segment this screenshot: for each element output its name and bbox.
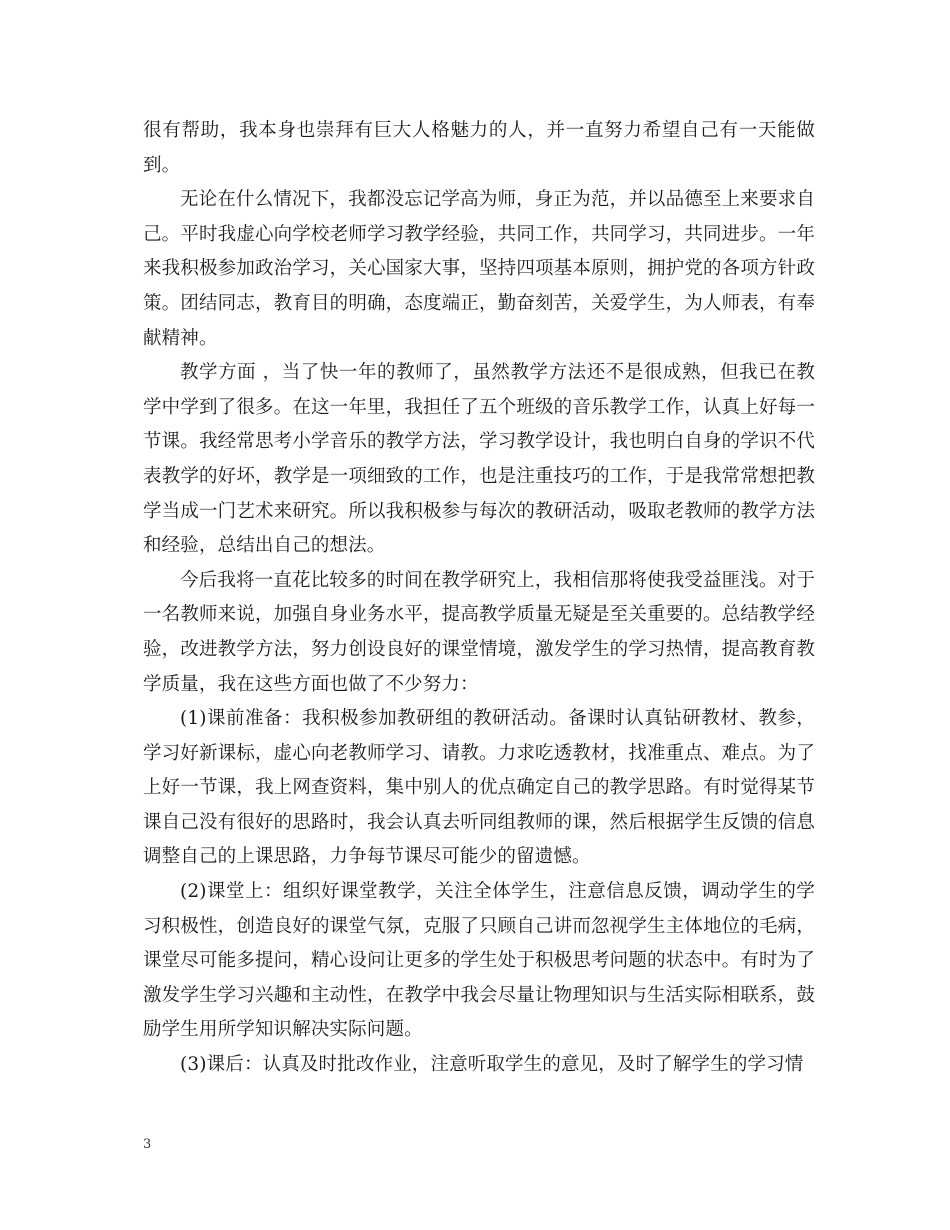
body-text xyxy=(143,114,815,1083)
paragraph-after-class: (3)课后：认真及时批改作业，注意听取学生的意见，及时了解学生的学习情 xyxy=(180,1054,804,1076)
paragraph-moral-conduct: 无论在什么情况下，我都没忘记学高为师，身正为范，并以品德至上来要求自己。平时我虚心向学校老师学习教学经验，共同工作，共同学习，共同进步。一年来我积极参加政治学习，关心国家大事，坚持四项基本原则，拥护党的各项方针政策。团结同志，教育目的明确，态度端正，勤奋刻苦，关爱学生，为人师表，有奉献精神。 xyxy=(143,189,815,349)
paragraph-future-plans: 今后我将一直花比较多的时间在教学研究上，我相信那将使我受益匪浅。对于一名教师来说，加强自身业务水平，提高教学质量无疑是至关重要的。总结教学经验，改进教学方法，努力创设良好的课堂情境，激发学生的学习热情，提高教育教学质量，我在这些方面也做了不少努力： xyxy=(143,569,815,695)
paragraph-in-class: (2)课堂上：组织好课堂教学，关注全体学生，注意信息反馈，调动学生的学习积极性，创造良好的课堂气氛，克服了只顾自己讲而忽视学生主体地位的毛病，课堂尽可能多提问，精心设问让更多的学生处于积极思考问题的状态中。有时为了激发学生学习兴趣和主动性，在教学中我会尽量让物理知识与生活实际相联系，鼓励学生用所学知识解决实际问题。 xyxy=(143,881,815,1041)
paragraph-teaching: 教学方面 ，当了快一年的教师了，虽然教学方法还不是很成熟，但我已在教学中学到了很多。在这一年里，我担任了五个班级的音乐教学工作，认真上好每一节课。我经常思考小学音乐的教学方法，学习教学设计，我也明白自身的学识不代表教学的好坏，教学是一项细致的工作，也是注重技巧的工作，于是我常常想把教学当成一门艺术来研究。所以我积极参与每次的教研活动，吸取老教师的教学方法和经验，总结出自己的想法。 xyxy=(143,362,815,557)
paragraph-before-class: (1)课前准备：我积极参加教研组的教研活动。备课时认真钻研教材、教参，学习好新课标，虚心向老教师学习、请教。力求吃透教材，找准重点、难点。为了上好一节课，我上网查资料，集中别人的优点确定自己的教学思路。有时觉得某节课自己没有很好的思路时，我会认真去听同组教师的课，然后根据学生反馈的信息调整自己的上课思路，力争每节课尽可能少的留遗憾。 xyxy=(143,708,815,868)
paragraph-continuation: 很有帮助，我本身也崇拜有巨大人格魅力的人，并一直努力希望自己有一天能做到。 xyxy=(143,120,815,176)
page-number: 3 xyxy=(143,1137,152,1152)
